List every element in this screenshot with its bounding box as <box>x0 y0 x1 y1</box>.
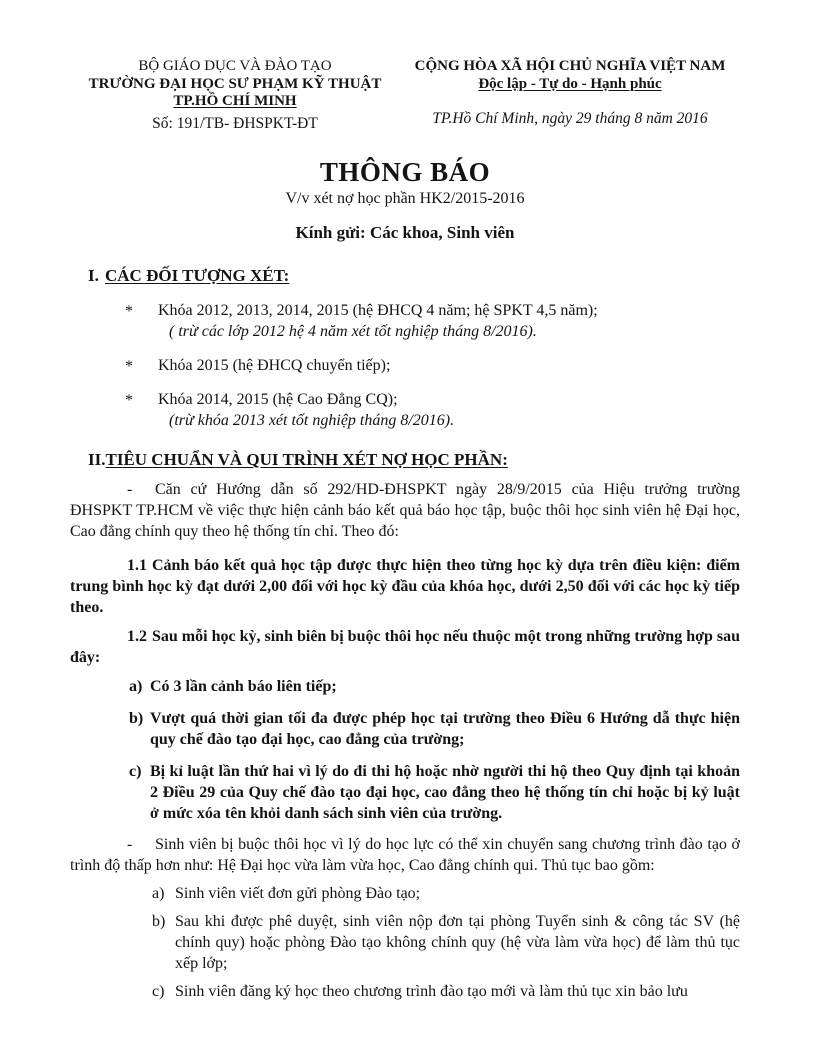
list-item <box>152 981 740 1002</box>
star-bullet-icon: * <box>125 358 133 375</box>
list-item-text: Khóa 2014, 2015 (hệ Cao Đẳng CQ); <box>158 391 398 408</box>
list-item-text: Khóa 2015 (hệ ĐHCQ chuyển tiếp); <box>158 357 391 374</box>
list-item-text: Bị kỉ luật lần thứ hai vì lý do đi thi hộ hoặc nhờ người thi hộ theo Quy định tại khoản 2 Điều 29 của Quy chế đào tạo đại học, cao đẳng theo hệ thống tín chỉ hoặc bị kỷ luật ở mức xóa tên khỏi danh sách sinh viên của trường. <box>150 763 740 822</box>
rule-1-1-number: 1.1 <box>127 557 147 574</box>
document-subject: V/v xét nợ học phần HK2/2015-2016 <box>285 190 525 207</box>
list-item-note: ( trừ các lớp 2012 hệ 4 năm xét tốt nghiệp tháng 8/2016). <box>169 323 537 340</box>
university-city: TP.HỒ CHÍ MINH <box>173 93 297 109</box>
rule-1-2-text: Sau mỗi học kỳ, sinh biên bị buộc thôi học nếu thuộc một trong những trường hợp sau đây: <box>70 628 740 666</box>
document-title: THÔNG BÁO <box>319 157 491 187</box>
dash-marker: - <box>127 836 133 853</box>
title-block <box>70 157 740 244</box>
item-label: b) <box>129 710 144 727</box>
transfer-paragraph <box>70 834 740 876</box>
list-item <box>125 300 740 321</box>
document-number: Số: 191/TB- ĐHSPKT-ĐT <box>152 114 318 132</box>
rule-1-1-text: Cảnh báo kết quả học tập được thực hiện theo từng học kỳ dựa trên điều kiện: điểm trung bình học kỳ đạt dưới 2,00 đối với học kỳ đầu của khóa học, dưới 2,50 đối với các học kỳ tiếp theo. <box>70 557 740 616</box>
item-label: a) <box>152 885 165 902</box>
transfer-text: Sinh viên bị buộc thôi học vì lý do học lực có thể xin chuyển sang chương trình đào tạo ở trình độ thấp hơn như: Hệ Đại học vừa làm vừa học, Cao đẳng chính qui. Thủ tục bao gồm: <box>70 836 740 874</box>
country-name: CỘNG HÒA XÃ HỘI CHỦ NGHĨA VIỆT NAM <box>414 58 726 74</box>
section-1-number: I. <box>88 266 99 285</box>
section-1-title: CÁC ĐỐI TƯỢNG XÉT: <box>105 266 290 285</box>
rule-1-1-paragraph <box>70 555 740 618</box>
list-item <box>125 389 740 410</box>
dash-marker: - <box>127 481 133 498</box>
list-item-text: Khóa 2012, 2013, 2014, 2015 (hệ ĐHCQ 4 năm; hệ SPKT 4,5 năm); <box>158 302 598 319</box>
star-bullet-icon: * <box>125 303 133 320</box>
item-label: c) <box>152 983 165 1000</box>
list-item-note: (trừ khóa 2013 xét tốt nghiệp tháng 8/2016). <box>169 412 455 429</box>
list-item-text: Sinh viên đăng ký học theo chương trình đào tạo mới và làm thủ tục xin bảo lưu <box>175 983 688 1000</box>
list-item-text: Sinh viên viết đơn gửi phòng Đào tạo; <box>175 885 421 902</box>
star-bullet-icon: * <box>125 392 133 409</box>
section-2-number: II. <box>88 450 106 469</box>
list-item <box>129 761 740 824</box>
list-item <box>152 911 740 974</box>
subject-list <box>70 300 740 431</box>
place-date-line: TP.Hồ Chí Minh, ngày 29 tháng 8 năm 2016 <box>432 110 708 127</box>
list-item <box>125 355 740 376</box>
rule-1-2-paragraph <box>70 626 740 668</box>
document-recipient: Kính gửi: Các khoa, Sinh viên <box>295 223 515 242</box>
national-motto: Độc lập - Tự do - Hạnh phúc <box>478 75 662 92</box>
list-item-text: Vượt quá thời gian tối đa được phép học tại trường theo Điều 6 Hướng dẫ thực hiện quy chế đào tạo đại học, cao đẳng của trường; <box>150 710 740 748</box>
list-item <box>152 883 740 904</box>
section-criteria <box>70 448 740 1002</box>
issuing-authority-block <box>70 58 400 132</box>
list-item-text: Có 3 lần cảnh báo liên tiếp; <box>150 678 337 695</box>
list-item-text: Sau khi được phê duyệt, sinh viên nộp đơn tại phòng Tuyển sinh & công tác SV (hệ chính quy) hoặc phòng Đào tạo không chính quy (hệ vừa làm vừa học) để làm thủ tục xếp lớp; <box>175 913 740 972</box>
university-name: TRƯỜNG ĐẠI HỌC SƯ PHẠM KỸ THUẬT <box>88 75 382 92</box>
section-subjects <box>70 264 740 431</box>
list-item <box>129 676 740 697</box>
list-item <box>129 708 740 750</box>
dismissal-case-list <box>70 676 740 824</box>
section-2-title: TIÊU CHUẨN VÀ QUI TRÌNH XÉT NỢ HỌC PHẦN: <box>105 450 508 469</box>
item-label: b) <box>152 913 166 930</box>
section-2-heading <box>88 448 740 471</box>
item-label: c) <box>129 763 142 780</box>
section-1-heading <box>88 264 740 287</box>
national-header-block <box>400 58 740 132</box>
rule-1-2-number: 1.2 <box>127 628 147 645</box>
document-header <box>70 58 740 132</box>
ministry-name: BỘ GIÁO DỤC VÀ ĐÀO TẠO <box>138 58 332 74</box>
procedure-list <box>70 883 740 1002</box>
intro-paragraph <box>70 479 740 542</box>
item-label: a) <box>129 678 143 695</box>
intro-text: Căn cứ Hướng dẫn số 292/HD-ĐHSPKT ngày 28/9/2015 của Hiệu trưởng trường ĐHSPKT TP.HCM về việc thực hiện cảnh báo kết quả báo học tập, buộc thôi học sinh viên hệ Đại học, Cao đẳng chính quy theo hệ thống tín chỉ. Theo đó: <box>70 481 740 540</box>
